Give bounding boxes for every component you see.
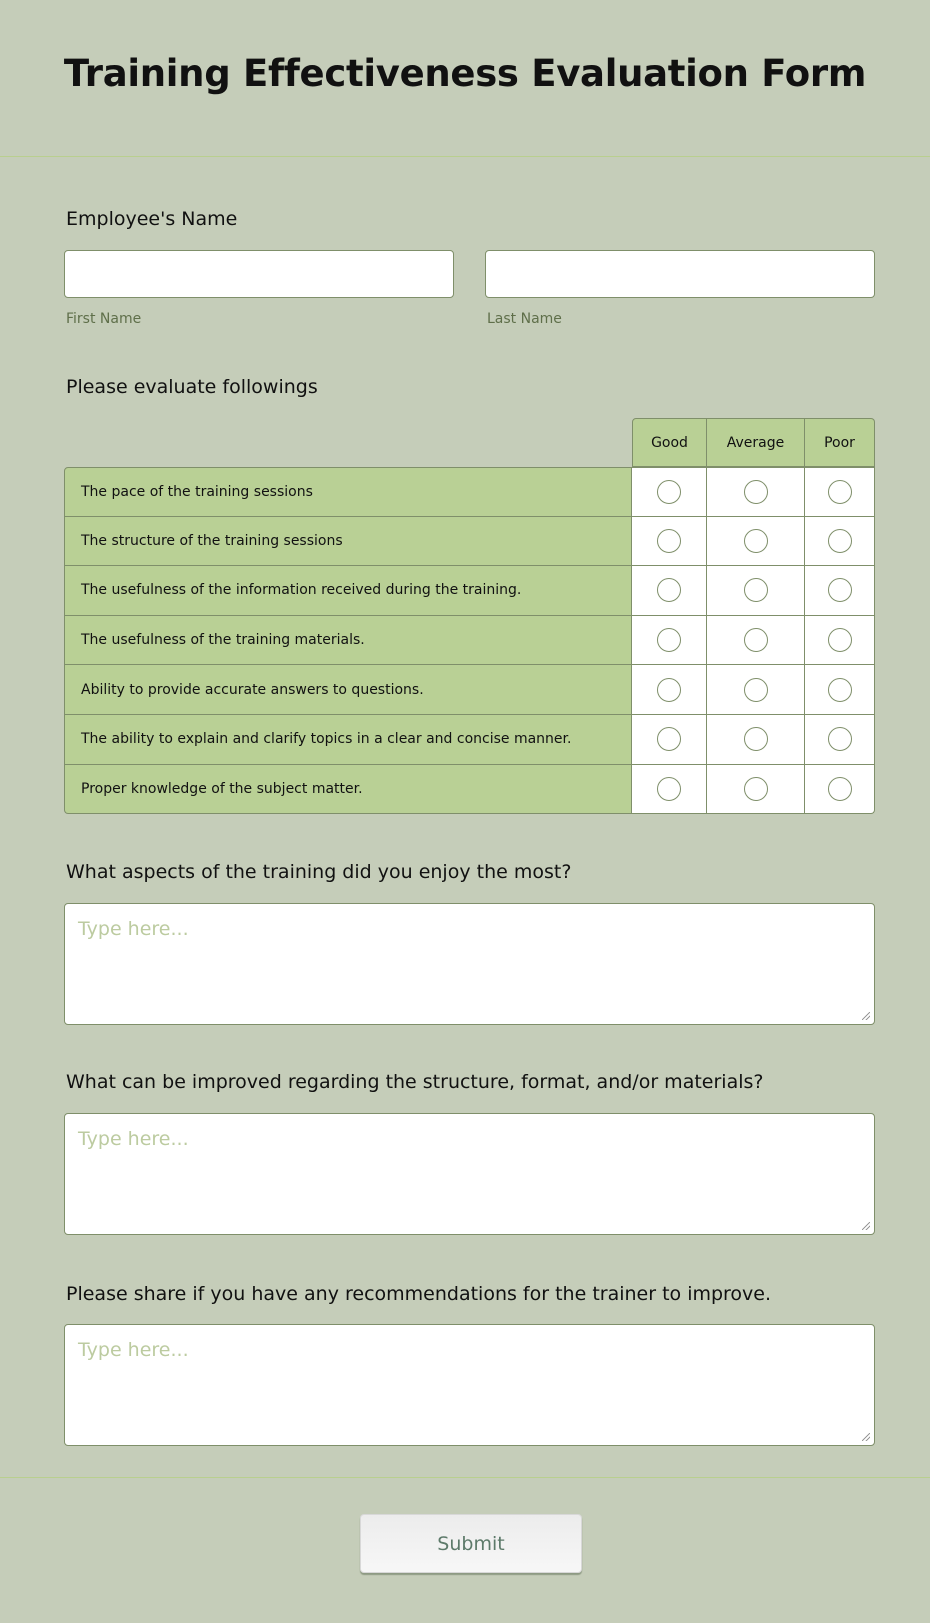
radio-poor[interactable]	[828, 727, 852, 751]
cell-good	[632, 517, 707, 567]
radio-good[interactable]	[657, 529, 681, 553]
radio-good[interactable]	[657, 727, 681, 751]
radio-good[interactable]	[657, 777, 681, 801]
cell-average	[707, 765, 805, 815]
cell-poor	[805, 616, 875, 666]
cell-poor	[805, 467, 875, 517]
row-label: The structure of the training sessions	[64, 517, 632, 567]
radio-poor[interactable]	[828, 480, 852, 504]
cell-average	[707, 467, 805, 517]
radio-average[interactable]	[744, 678, 768, 702]
cell-average	[707, 616, 805, 666]
row-label: Proper knowledge of the subject matter.	[64, 765, 632, 815]
question-textarea[interactable]	[64, 903, 875, 1025]
column-header-average: Average	[707, 418, 805, 467]
question-textarea[interactable]	[64, 1113, 875, 1235]
radio-average[interactable]	[744, 777, 768, 801]
radio-poor[interactable]	[828, 678, 852, 702]
row-label: The ability to explain and clarify topics in a clear and concise manner.	[64, 715, 632, 765]
matrix-row	[64, 665, 875, 715]
resize-handle-icon[interactable]	[862, 1433, 870, 1441]
employee-name-label: Employee's Name	[66, 208, 238, 230]
cell-average	[707, 566, 805, 616]
radio-average[interactable]	[744, 578, 768, 602]
radio-good[interactable]	[657, 578, 681, 602]
matrix-row	[64, 765, 875, 815]
matrix-row	[64, 566, 875, 616]
resize-handle-icon[interactable]	[862, 1012, 870, 1020]
column-header-good: Good	[632, 418, 707, 467]
cell-average	[707, 715, 805, 765]
radio-average[interactable]	[744, 727, 768, 751]
radio-average[interactable]	[744, 529, 768, 553]
radio-poor[interactable]	[828, 529, 852, 553]
textarea-placeholder: Type here...	[78, 1128, 189, 1150]
cell-poor	[805, 715, 875, 765]
first-name-input[interactable]	[64, 250, 454, 298]
textarea-placeholder: Type here...	[78, 918, 189, 940]
radio-average[interactable]	[744, 628, 768, 652]
cell-poor	[805, 665, 875, 715]
matrix-row	[64, 616, 875, 666]
matrix-corner	[64, 418, 632, 467]
last-name-input[interactable]	[485, 250, 875, 298]
cell-good	[632, 467, 707, 517]
submit-button[interactable]: Submit	[360, 1514, 582, 1573]
resize-handle-icon[interactable]	[862, 1222, 870, 1230]
cell-average	[707, 517, 805, 567]
form-title: Training Effectiveness Evaluation Form	[63, 52, 867, 95]
question-textarea[interactable]	[64, 1324, 875, 1446]
textarea-placeholder: Type here...	[78, 1339, 189, 1361]
question-label: What aspects of the training did you enjoy the most?	[66, 861, 572, 883]
radio-good[interactable]	[657, 678, 681, 702]
footer-divider	[0, 1477, 930, 1478]
cell-poor	[805, 566, 875, 616]
radio-average[interactable]	[744, 480, 768, 504]
radio-poor[interactable]	[828, 578, 852, 602]
radio-poor[interactable]	[828, 777, 852, 801]
matrix-row	[64, 517, 875, 567]
cell-poor	[805, 765, 875, 815]
row-label: Ability to provide accurate answers to questions.	[64, 665, 632, 715]
first-name-sublabel: First Name	[66, 311, 142, 327]
row-label: The usefulness of the training materials.	[64, 616, 632, 666]
column-header-poor: Poor	[805, 418, 875, 467]
row-label: The usefulness of the information received during the training.	[64, 566, 632, 616]
last-name-sublabel: Last Name	[487, 311, 562, 327]
matrix-row	[64, 467, 875, 517]
radio-good[interactable]	[657, 480, 681, 504]
evaluation-label: Please evaluate followings	[66, 376, 318, 398]
cell-good	[632, 616, 707, 666]
cell-good	[632, 665, 707, 715]
question-label: What can be improved regarding the structure, format, and/or materials?	[66, 1071, 764, 1093]
cell-poor	[805, 517, 875, 567]
cell-average	[707, 665, 805, 715]
matrix-row	[64, 715, 875, 765]
question-label: Please share if you have any recommendations for the trainer to improve.	[66, 1283, 772, 1305]
cell-good	[632, 765, 707, 815]
header-divider	[0, 156, 930, 157]
radio-poor[interactable]	[828, 628, 852, 652]
cell-good	[632, 566, 707, 616]
radio-good[interactable]	[657, 628, 681, 652]
cell-good	[632, 715, 707, 765]
evaluation-matrix	[64, 418, 875, 814]
row-label: The pace of the training sessions	[64, 467, 632, 517]
